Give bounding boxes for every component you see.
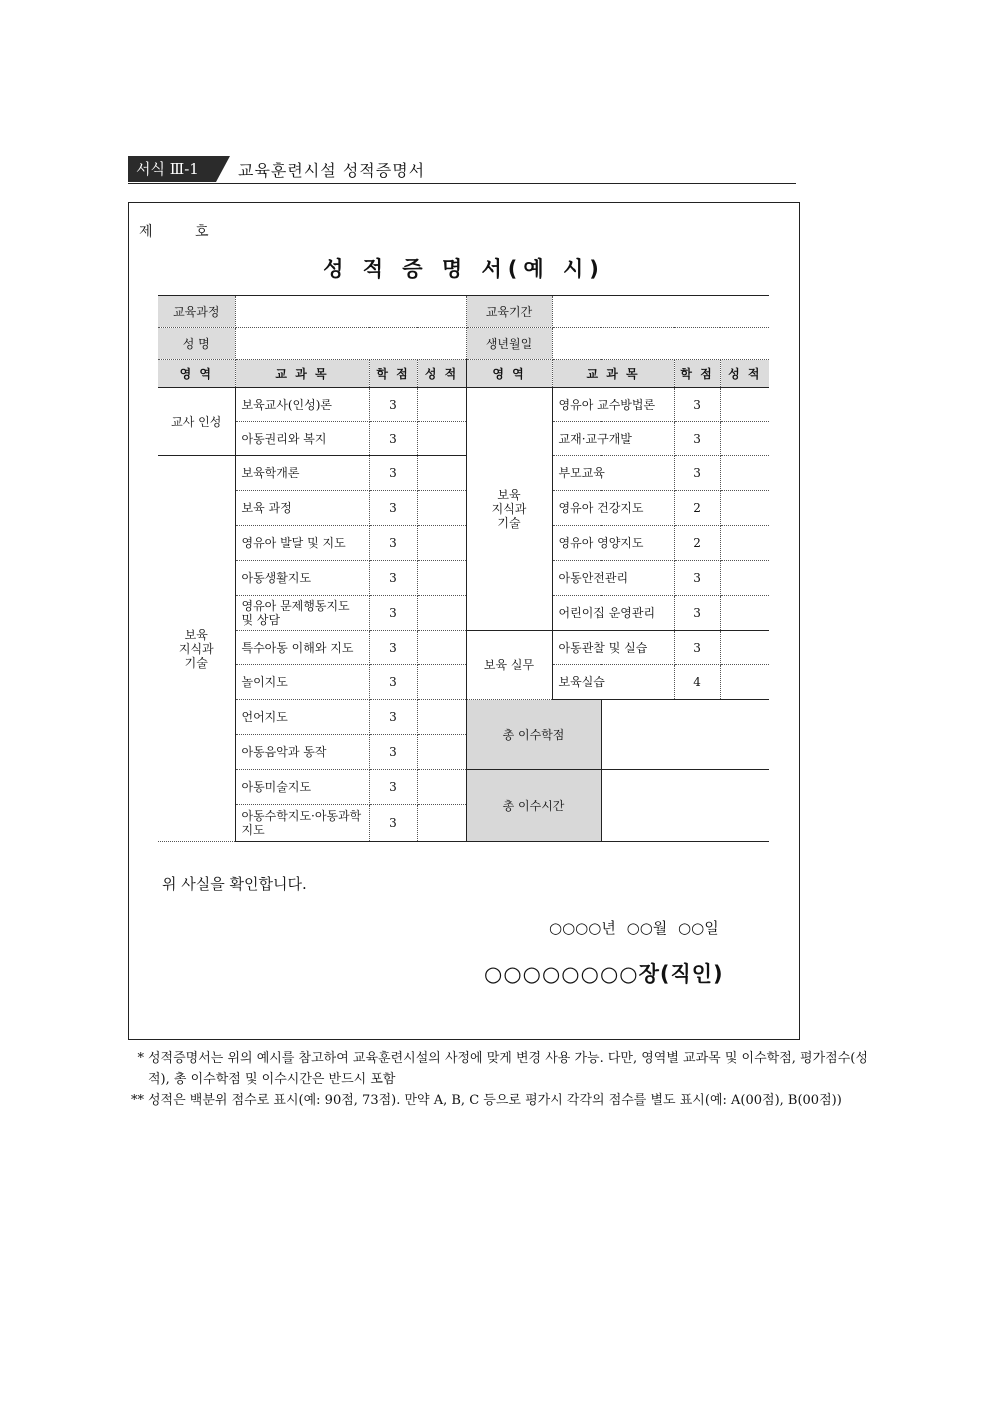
grade-cell[interactable] xyxy=(720,596,769,631)
subject-cell: 아동안전관리 xyxy=(552,561,674,596)
issuer-seal: ○○○○○○○○장(직인) xyxy=(484,962,724,986)
birth-label: 생년월일 xyxy=(466,328,552,360)
credit-cell: 3 xyxy=(674,631,720,665)
grade-cell[interactable] xyxy=(720,526,769,561)
subject-cell: 아동생활지도 xyxy=(235,561,369,596)
subject-cell: 놀이지도 xyxy=(235,665,369,700)
grade-cell[interactable] xyxy=(417,491,466,526)
grade-cell[interactable] xyxy=(417,526,466,561)
form-number-tag: 서식 Ⅲ-1 xyxy=(128,156,216,182)
col-area: 영 역 xyxy=(158,360,235,388)
subject-cell: 아동관찰 및 실습 xyxy=(552,631,674,665)
grade-cell[interactable] xyxy=(417,631,466,665)
grade-cell[interactable] xyxy=(417,735,466,770)
footnote-text: 성적은 백분위 점수로 표시(예: 90점, 73점). 만약 A, B, C 등으로 평가시 각각의 점수를 별도 표시(예: A(00점), B(00점)) xyxy=(148,1093,842,1108)
name-label: 성 명 xyxy=(158,328,235,360)
subject-cell: 특수아동 이해와 지도 xyxy=(235,631,369,665)
col-grade-right: 성 적 xyxy=(720,360,769,388)
subject-cell: 어린이집 운영관리 xyxy=(552,596,674,631)
credit-cell: 3 xyxy=(674,596,720,631)
grade-cell[interactable] xyxy=(417,770,466,805)
subject-cell: 아동수학지도·아동과학지도 xyxy=(235,805,369,842)
credit-cell: 3 xyxy=(369,770,417,805)
grade-cell[interactable] xyxy=(417,388,466,422)
grade-cell[interactable] xyxy=(720,491,769,526)
credit-cell: 4 xyxy=(674,665,720,700)
subject-cell: 아동미술지도 xyxy=(235,770,369,805)
credit-cell: 3 xyxy=(369,456,417,491)
form-title: 교육훈련시설 성적증명서 xyxy=(238,161,426,180)
course-value[interactable] xyxy=(235,296,466,328)
grades-table xyxy=(158,295,769,842)
credit-cell: 3 xyxy=(369,735,417,770)
col-credit-right: 학 점 xyxy=(674,360,720,388)
footnote-text: 성적증명서는 위의 예시를 참고하여 교육훈련시설의 사정에 맞게 변경 사용 가능. 다만, 영역별 교과목 및 이수학점, 평가점수(성적), 총 이수학점 및 이수시간은 반드시 포함 xyxy=(148,1051,868,1087)
grade-cell[interactable] xyxy=(417,805,466,842)
name-value[interactable] xyxy=(235,328,466,360)
grade-cell[interactable] xyxy=(720,665,769,700)
credit-cell: 2 xyxy=(674,491,720,526)
credit-cell: 3 xyxy=(369,422,417,456)
col-area-right: 영 역 xyxy=(466,360,552,388)
grade-cell[interactable] xyxy=(417,700,466,735)
credit-cell: 3 xyxy=(674,388,720,422)
footnotes xyxy=(128,1048,868,1111)
certificate-box xyxy=(128,202,800,1040)
credit-cell: 3 xyxy=(369,596,417,631)
subject-cell: 영유아 건강지도 xyxy=(552,491,674,526)
credit-cell: 3 xyxy=(369,805,417,842)
grade-cell[interactable] xyxy=(417,422,466,456)
area-practice: 보육 실무 xyxy=(466,631,552,700)
credit-cell: 2 xyxy=(674,526,720,561)
subject-cell: 아동권리와 복지 xyxy=(235,422,369,456)
total-hours-label: 총 이수시간 xyxy=(466,770,601,842)
subject-cell: 영유아 교수방법론 xyxy=(552,388,674,422)
col-subject: 교 과 목 xyxy=(235,360,369,388)
footnote-mark: * xyxy=(137,1051,144,1066)
subject-cell: 영유아 발달 및 지도 xyxy=(235,526,369,561)
credit-cell: 3 xyxy=(369,631,417,665)
grade-cell[interactable] xyxy=(720,388,769,422)
subject-cell: 부모교육 xyxy=(552,456,674,491)
certificate-title: 성 적 증 명 서(예 시) xyxy=(323,257,605,281)
subject-cell: 보육학개론 xyxy=(235,456,369,491)
grade-cell[interactable] xyxy=(417,596,466,631)
grade-cell[interactable] xyxy=(720,631,769,665)
footnote-mark: ** xyxy=(131,1093,144,1108)
credit-cell: 3 xyxy=(369,700,417,735)
footnote xyxy=(128,1048,868,1090)
grade-cell[interactable] xyxy=(720,561,769,596)
course-label: 교육과정 xyxy=(158,296,235,328)
credit-cell: 3 xyxy=(674,561,720,596)
col-grade: 성 적 xyxy=(417,360,466,388)
grade-cell[interactable] xyxy=(417,456,466,491)
subject-cell: 영유아 영양지도 xyxy=(552,526,674,561)
birth-value[interactable] xyxy=(552,328,769,360)
subject-cell: 보육 과정 xyxy=(235,491,369,526)
total-hours-value[interactable] xyxy=(601,770,769,842)
credit-cell: 3 xyxy=(674,456,720,491)
certificate-number: 제 호 xyxy=(139,224,209,240)
subject-cell: 아동음악과 동작 xyxy=(235,735,369,770)
credit-cell: 3 xyxy=(369,491,417,526)
area-knowledge-skill-right: 보육 지식과 기술 xyxy=(466,388,552,631)
form-header xyxy=(128,156,796,184)
subject-cell: 영유아 문제행동지도 및 상담 xyxy=(235,596,369,631)
subject-cell: 언어지도 xyxy=(235,700,369,735)
subject-cell: 교재·교구개발 xyxy=(552,422,674,456)
area-teacher-character: 교사 인성 xyxy=(158,388,235,456)
col-credit: 학 점 xyxy=(369,360,417,388)
form-tag-notch xyxy=(216,156,230,182)
grade-cell[interactable] xyxy=(417,665,466,700)
confirm-statement: 위 사실을 확인합니다. xyxy=(162,875,307,893)
subject-cell: 보육실습 xyxy=(552,665,674,700)
credit-cell: 3 xyxy=(674,422,720,456)
col-subject-right: 교 과 목 xyxy=(552,360,674,388)
issue-date: ○○○○년 ○○월 ○○일 xyxy=(549,919,719,937)
period-value[interactable] xyxy=(552,296,769,328)
grade-cell[interactable] xyxy=(720,456,769,491)
grade-cell[interactable] xyxy=(417,561,466,596)
total-credits-value[interactable] xyxy=(601,700,769,770)
subject-cell: 보육교사(인성)론 xyxy=(235,388,369,422)
credit-cell: 3 xyxy=(369,665,417,700)
period-label: 교육기간 xyxy=(466,296,552,328)
area-knowledge-skill-left: 보육 지식과 기술 xyxy=(158,456,235,842)
footnote xyxy=(128,1090,868,1111)
credit-cell: 3 xyxy=(369,526,417,561)
credit-cell: 3 xyxy=(369,388,417,422)
credit-cell: 3 xyxy=(369,561,417,596)
total-credits-label: 총 이수학점 xyxy=(466,700,601,770)
grade-cell[interactable] xyxy=(720,422,769,456)
